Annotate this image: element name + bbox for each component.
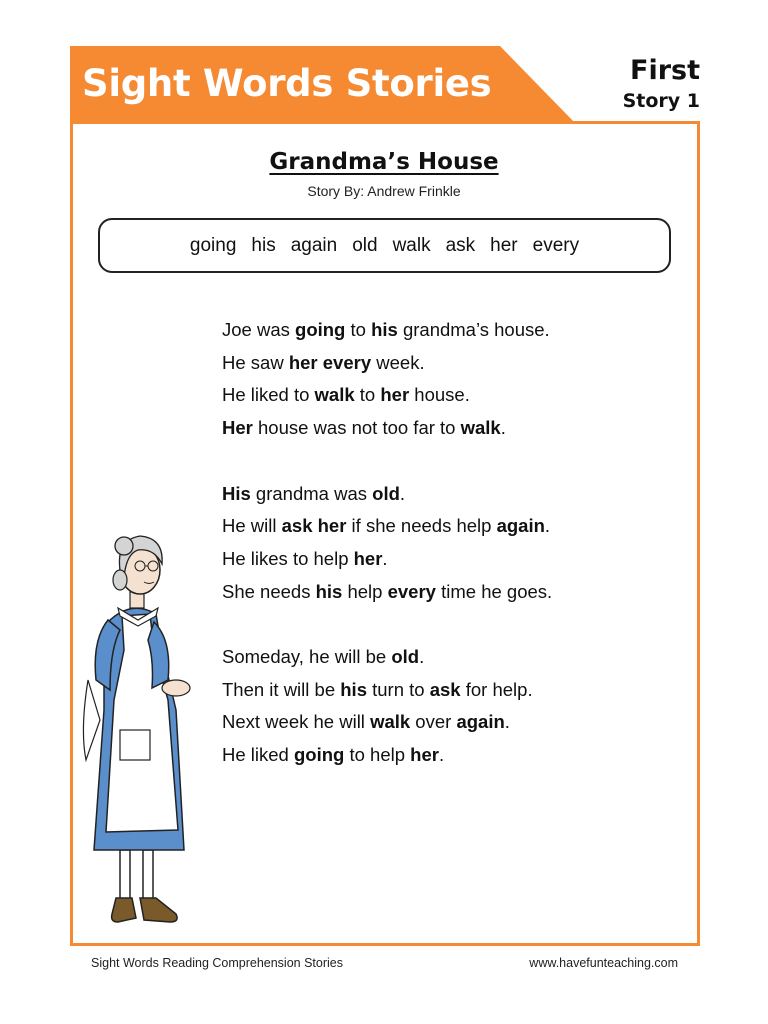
grandma-icon <box>80 530 200 930</box>
paragraph-gap <box>222 445 672 478</box>
story-text-segment: Then it will be <box>222 678 341 700</box>
story-line <box>222 543 672 576</box>
banner-title: Sight Words Stories <box>82 62 492 105</box>
grade-level: First <box>630 55 700 86</box>
story-line <box>222 347 672 380</box>
story-line <box>222 739 672 772</box>
story-text-segment: . <box>382 547 388 569</box>
story-text-segment: . <box>504 711 510 733</box>
story-text-segment: turn to <box>366 678 430 700</box>
story-line <box>222 412 672 445</box>
story-text-segment: He likes to help <box>222 547 354 569</box>
sight-word-highlight: her <box>410 744 439 766</box>
story-text-segment: . <box>500 417 506 439</box>
story-text-segment: to <box>345 319 372 340</box>
story-text-segment: Next week he will <box>222 711 371 733</box>
sight-word-highlight: going <box>295 319 346 340</box>
story-text-segment: He liked <box>222 744 294 766</box>
sight-word-highlight: her <box>380 384 410 406</box>
story-title: Grandma’s House <box>269 149 499 175</box>
story-text-segment: . <box>419 646 425 667</box>
story-text-segment: Joe was <box>222 319 296 340</box>
story-text-segment: for help. <box>460 678 533 700</box>
header-banner <box>70 46 576 124</box>
story-text-segment: grandma was <box>250 482 373 504</box>
story-number: Story 1 <box>622 90 700 112</box>
sight-word-highlight: again <box>456 711 505 733</box>
sight-words-box <box>98 218 671 273</box>
sight-word-highlight: old <box>372 482 400 504</box>
story-text-segment: to <box>354 384 381 406</box>
story-text-segment: help <box>342 580 388 602</box>
sight-word-highlight: walk <box>370 711 411 733</box>
sight-word-highlight: her every <box>288 351 372 373</box>
sight-word-highlight: His <box>222 482 251 504</box>
story-line <box>222 674 672 707</box>
story-text-segment: Someday, he will be <box>222 646 392 667</box>
sight-word-highlight: old <box>391 646 420 667</box>
sight-word: going <box>189 234 237 256</box>
grade-info <box>623 54 700 114</box>
story-text <box>222 314 672 772</box>
sight-word-highlight: again <box>496 515 545 537</box>
frame-top-edge <box>560 121 700 124</box>
story-text-segment: over <box>410 711 457 733</box>
story-text-segment: house was not too far to <box>252 417 461 439</box>
footer-link[interactable]: www.havefunteaching.com <box>529 956 678 970</box>
sight-word-highlight: walk <box>460 417 501 439</box>
story-text-segment: He liked to <box>222 384 315 406</box>
story-line <box>222 510 672 543</box>
sight-word-highlight: walk <box>314 384 355 406</box>
story-text-segment: She needs <box>222 580 316 602</box>
sight-word-highlight: every <box>387 580 436 602</box>
grandma-illustration <box>80 530 200 935</box>
story-text-segment: to help <box>344 744 411 766</box>
story-line <box>222 706 672 739</box>
story-line <box>222 576 672 609</box>
sight-word: walk <box>392 234 431 256</box>
story-text-segment: week. <box>371 351 425 373</box>
sight-word-highlight: ask her <box>281 515 347 537</box>
sight-word: old <box>352 234 378 256</box>
sight-word: ask <box>445 234 476 256</box>
story-text-segment: time he goes. <box>435 580 553 602</box>
paragraph-gap <box>222 608 672 641</box>
sight-word-highlight: his <box>315 580 343 602</box>
footer-left: Sight Words Reading Comprehension Stories <box>91 956 343 970</box>
story-line <box>222 314 672 347</box>
sight-word-highlight: ask <box>429 678 461 700</box>
story-line <box>222 379 672 412</box>
sight-word-highlight: his <box>340 678 367 700</box>
story-text-segment: . <box>438 744 445 766</box>
story-text-segment: house. <box>409 384 470 406</box>
story-text-segment: He saw <box>222 351 289 373</box>
story-line <box>222 478 672 511</box>
sight-word-highlight: Her <box>222 417 253 439</box>
story-text-segment: grandma’s house. <box>397 319 550 340</box>
sight-word: again <box>290 234 338 256</box>
sight-word: every <box>532 234 580 256</box>
story-text-segment: . <box>399 482 406 504</box>
story-text-segment: He will <box>222 515 282 537</box>
sight-word-highlight: her <box>353 547 383 569</box>
sight-word: his <box>251 234 276 256</box>
sight-word-highlight: his <box>371 319 398 340</box>
sight-word: her <box>490 234 518 256</box>
story-author: Story By: Andrew Frinkle <box>307 183 461 199</box>
story-line <box>222 641 672 674</box>
sight-word-highlight: going <box>293 744 345 766</box>
story-text-segment: if she needs help <box>346 515 497 537</box>
story-text-segment: . <box>544 515 551 537</box>
